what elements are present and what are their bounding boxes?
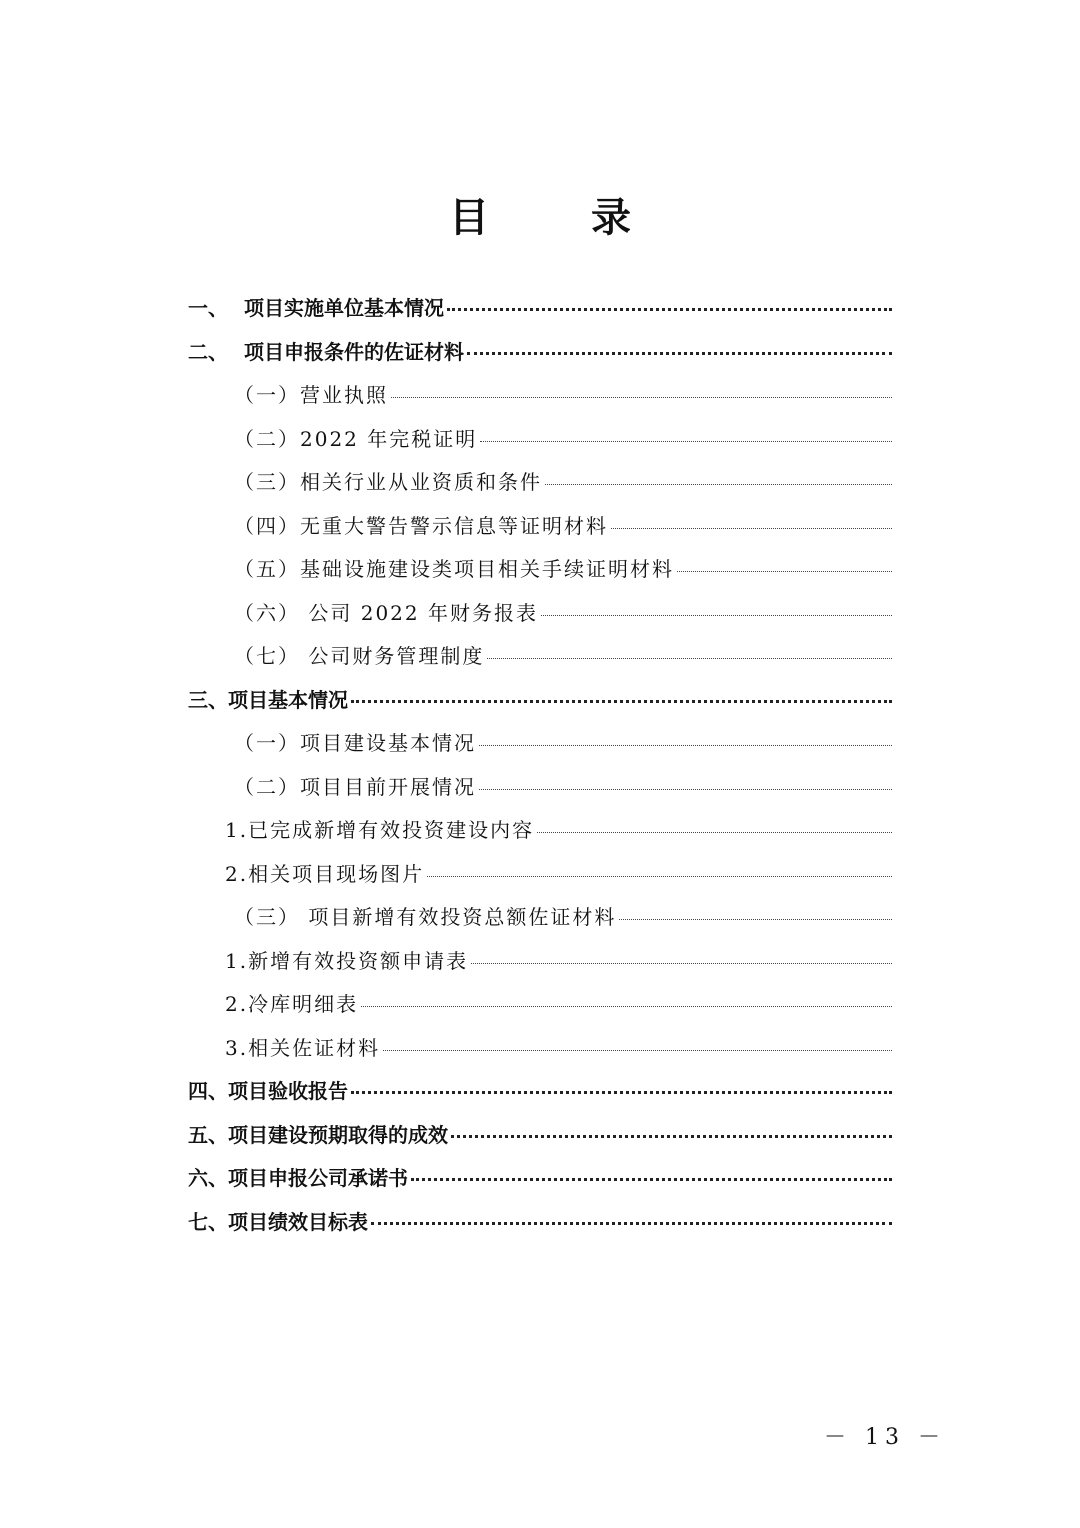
toc-entry-4[interactable] — [188, 1070, 892, 1114]
toc-entry-2[interactable] — [188, 331, 892, 375]
toc-entry-title: （六） 公司 2022 年财务报表 — [234, 600, 538, 625]
dot-leader — [471, 963, 892, 964]
dot-leader — [479, 745, 892, 746]
dot-leader — [361, 1006, 892, 1007]
toc-entry-title: （七） 公司财务管理制度 — [234, 644, 485, 668]
dot-leader — [451, 1135, 892, 1138]
toc-entry-title: （三） 项目新增有效投资总额佐证材料 — [234, 905, 617, 929]
toc-entry-title: 1.已完成新增有效投资建设内容 — [225, 818, 535, 842]
dot-leader — [383, 1050, 892, 1051]
dot-leader — [480, 441, 892, 442]
dot-leader — [537, 832, 892, 833]
toc-entry-1[interactable] — [188, 287, 892, 331]
toc-entry-number: 二、 — [188, 339, 228, 364]
dot-leader — [611, 528, 892, 529]
toc-entry-title: 项目申报条件的佐证材料 — [244, 339, 464, 364]
toc-entry-title: 项目绩效目标表 — [228, 1209, 368, 1234]
toc-entry-2-2[interactable] — [188, 418, 892, 462]
toc-entry-title: （一）营业执照 — [234, 383, 388, 407]
toc-entry-number: 七、 — [188, 1209, 228, 1234]
toc-entry-title: （四）无重大警告警示信息等证明材料 — [234, 513, 608, 538]
toc-entry-title: （二）项目目前开展情况 — [234, 774, 476, 799]
toc-entry-title: 项目验收报告 — [228, 1079, 348, 1103]
dot-leader — [479, 789, 892, 790]
toc-entry-title: 项目申报公司承诺书 — [228, 1166, 408, 1190]
dot-leader — [447, 308, 892, 311]
toc-entry-3-3[interactable] — [188, 896, 892, 940]
dot-leader — [411, 1178, 892, 1181]
toc-entry-number: 五、 — [188, 1122, 228, 1147]
toc-entry-2-6[interactable] — [188, 592, 892, 636]
toc-entry-7[interactable] — [188, 1201, 892, 1245]
toc-entry-title: 3.相关佐证材料 — [225, 1035, 381, 1060]
toc-entry-title: 项目实施单位基本情况 — [244, 296, 444, 320]
toc-entry-3-2-1[interactable] — [188, 809, 892, 853]
toc-entry-title: 项目建设预期取得的成效 — [228, 1122, 448, 1147]
dot-leader — [427, 876, 892, 877]
dot-leader — [371, 1222, 892, 1225]
toc-entry-number: 六、 — [188, 1166, 228, 1190]
table-of-contents — [188, 287, 892, 1244]
dot-leader — [487, 658, 892, 659]
toc-entry-title: 2.冷库明细表 — [225, 992, 359, 1016]
toc-entry-3-2-2[interactable] — [188, 853, 892, 897]
toc-entry-title: 1.新增有效投资额申请表 — [225, 948, 469, 973]
page-number: － 13 － — [824, 1425, 946, 1450]
toc-entry-title: （一）项目建设基本情况 — [234, 731, 476, 755]
toc-entry-6[interactable] — [188, 1157, 892, 1201]
toc-entry-number: 四、 — [188, 1079, 228, 1103]
toc-entry-title: （二）2022 年完税证明 — [234, 426, 478, 451]
toc-entry-title: （五）基础设施建设类项目相关手续证明材料 — [234, 557, 674, 581]
toc-entry-number: 一、 — [188, 296, 228, 320]
toc-entry-2-1[interactable] — [188, 374, 892, 418]
dot-leader — [677, 571, 892, 572]
toc-entry-3-2[interactable] — [188, 766, 892, 810]
dot-leader — [351, 700, 892, 703]
dot-leader — [545, 484, 892, 485]
toc-entry-5[interactable] — [188, 1114, 892, 1158]
toc-entry-title: 项目基本情况 — [228, 687, 348, 712]
dot-leader — [619, 919, 892, 920]
toc-entry-3-3-1[interactable] — [188, 940, 892, 984]
toc-entry-2-3[interactable] — [188, 461, 892, 505]
dot-leader — [351, 1091, 892, 1094]
toc-entry-3-3-2[interactable] — [188, 983, 892, 1027]
toc-entry-2-5[interactable] — [188, 548, 892, 592]
toc-entry-3-1[interactable] — [188, 722, 892, 766]
dot-leader — [391, 397, 892, 398]
toc-entry-3-3-3[interactable] — [188, 1027, 892, 1071]
toc-entry-number: 三、 — [188, 687, 228, 712]
toc-entry-title: （三）相关行业从业资质和条件 — [234, 470, 542, 494]
toc-entry-2-4[interactable] — [188, 505, 892, 549]
page-title: 目 录 — [449, 194, 675, 241]
toc-entry-title: 2.相关项目现场图片 — [225, 861, 425, 886]
toc-entry-2-7[interactable] — [188, 635, 892, 679]
dot-leader — [541, 615, 892, 616]
dot-leader — [467, 352, 892, 355]
toc-entry-3[interactable] — [188, 679, 892, 723]
